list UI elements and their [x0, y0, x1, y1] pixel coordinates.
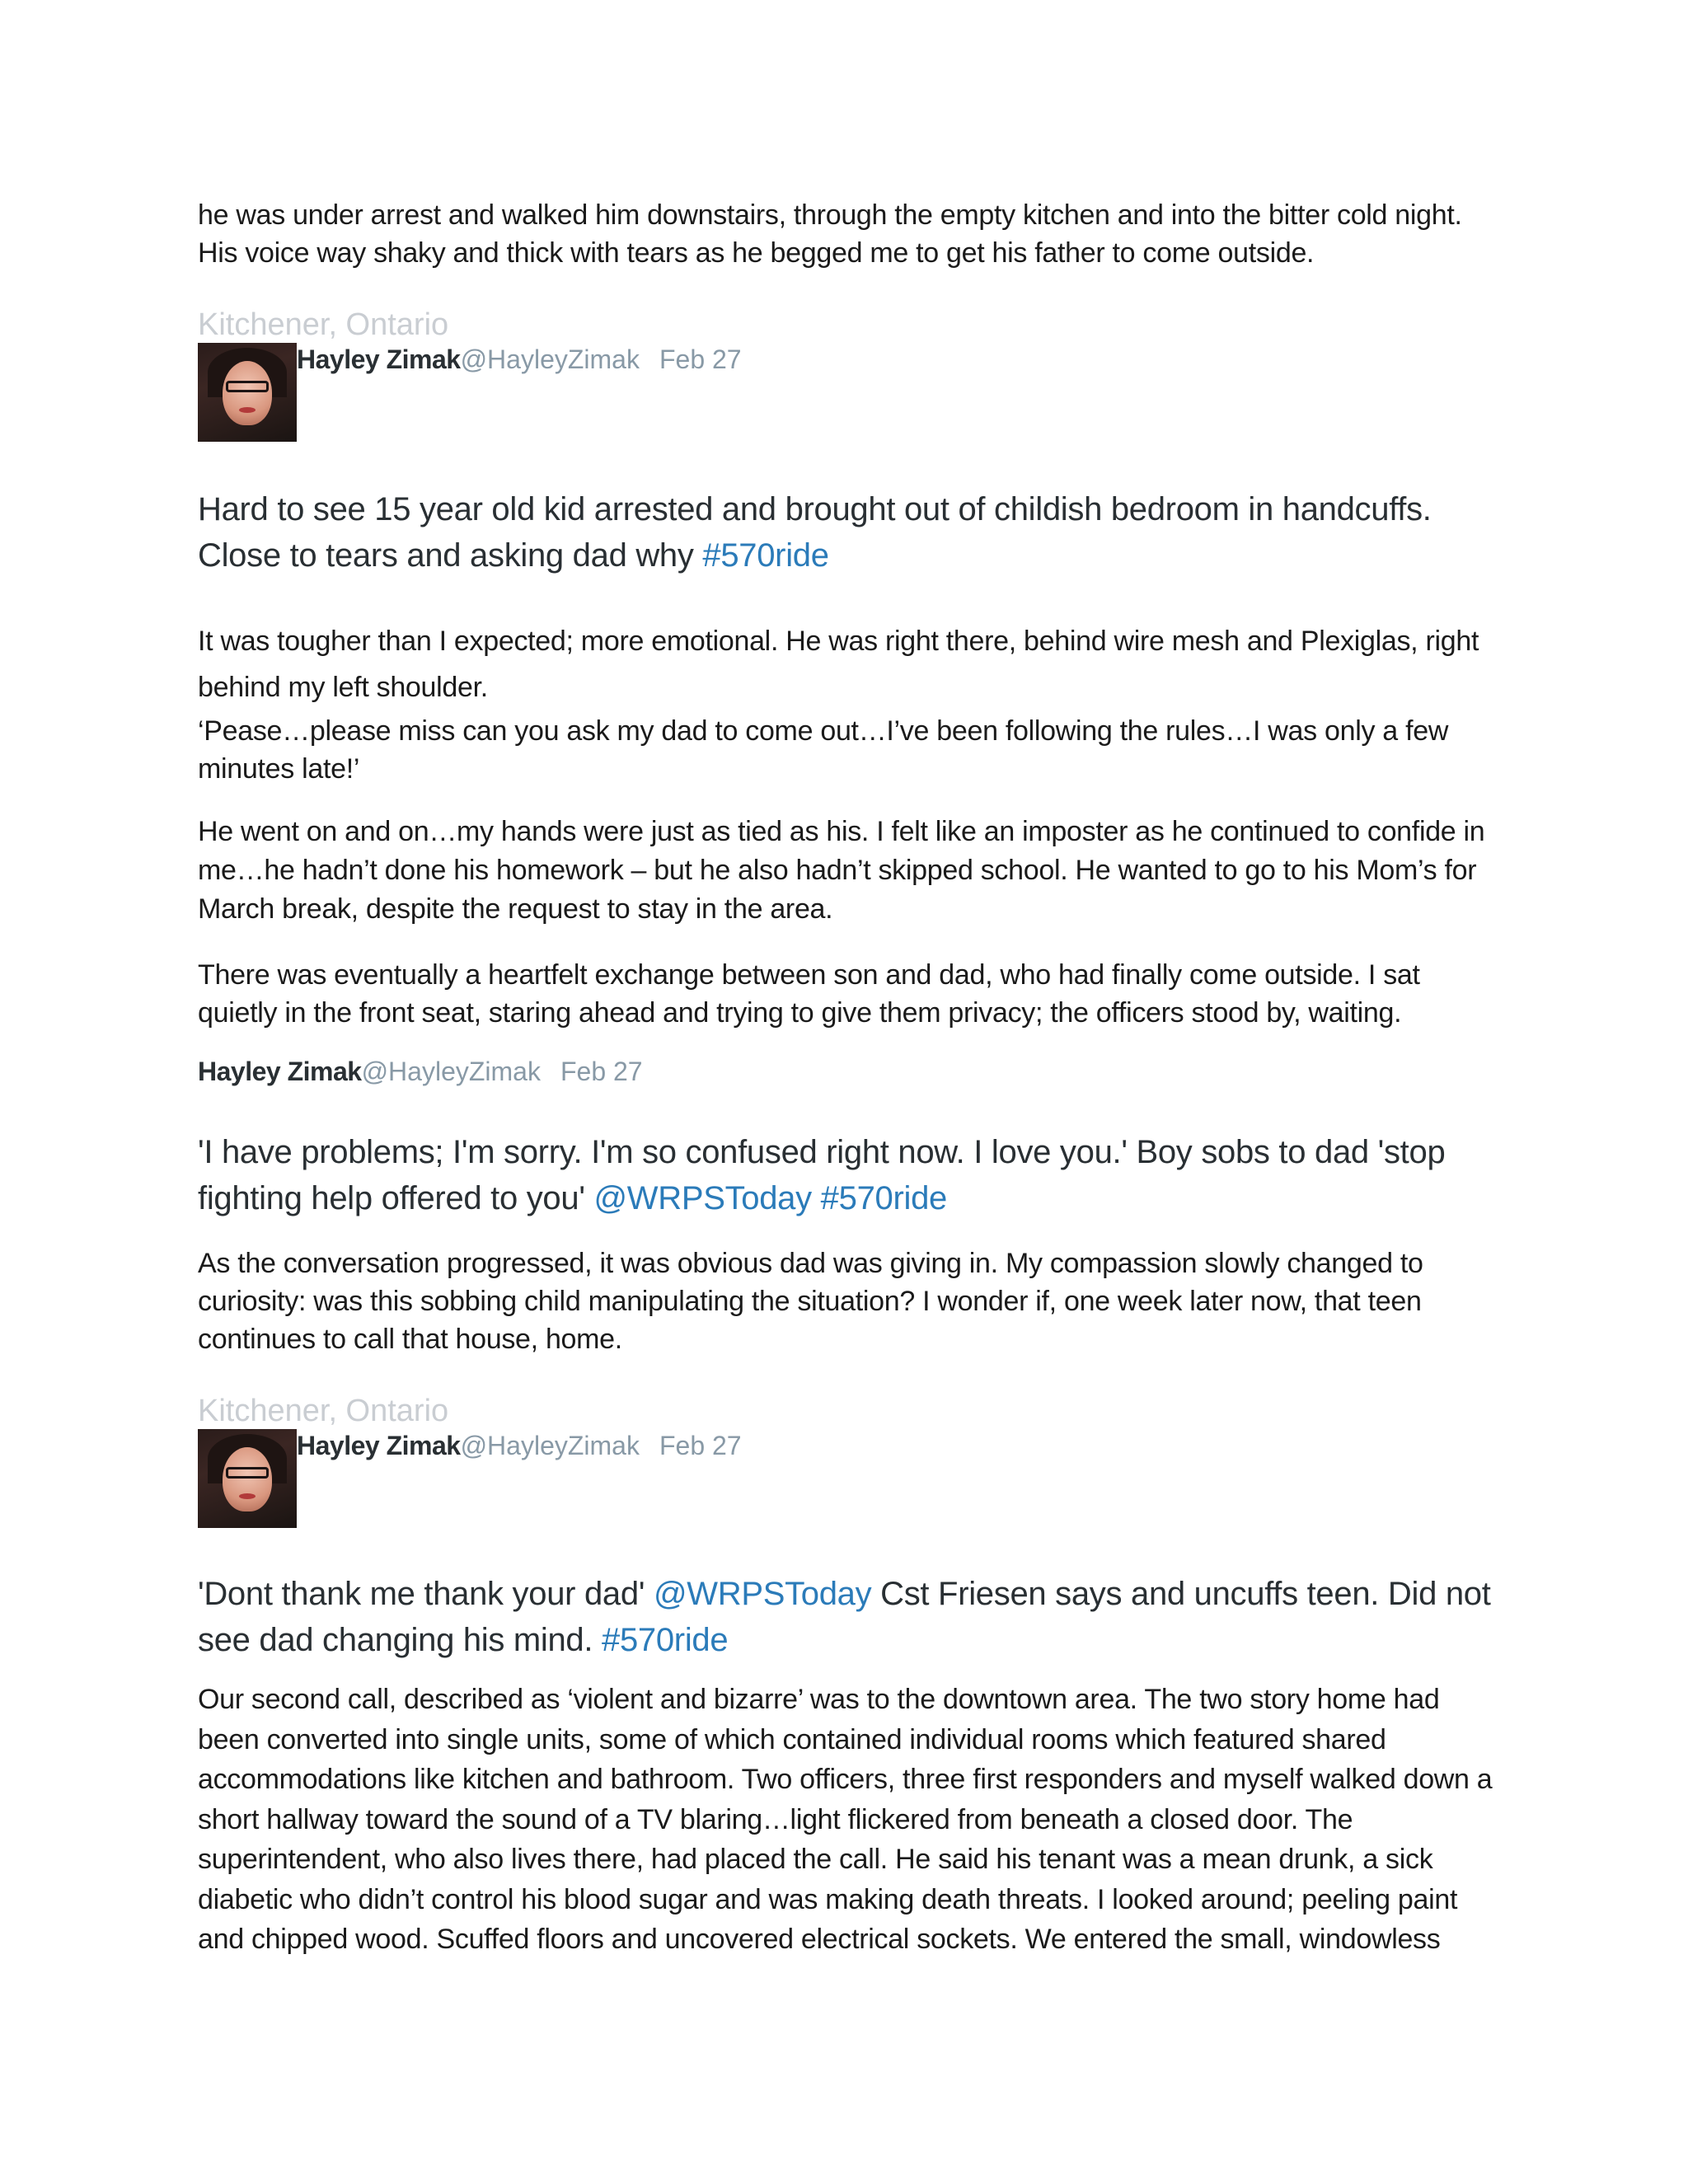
- tweet-text: 'I have problems; I'm sorry. I'm so confused right now. I love you.' Boy sobs to dad 'stop fighting help offered to you': [198, 1134, 1446, 1216]
- mention-link[interactable]: @WRPSToday: [653, 1576, 872, 1612]
- tweet-meta: [297, 1429, 742, 1462]
- tweet-date[interactable]: Feb 27: [659, 1431, 742, 1460]
- author-name[interactable]: Hayley Zimak: [297, 344, 461, 374]
- avatar[interactable]: [198, 1429, 297, 1528]
- author-handle[interactable]: @HayleyZimak: [460, 1431, 640, 1460]
- tweet-1-text: [198, 486, 1500, 579]
- paragraph-6: As the conversation progressed, it was obvious dad was giving in. My compassion slowly changed to curiosity: was this sobbing child manipulating the situation? I wonder if, one week later now, that teen continues to call that house, home.: [198, 1248, 1423, 1355]
- hashtag-link[interactable]: #570ride: [820, 1180, 947, 1216]
- tweet-2-meta: [198, 1055, 1500, 1088]
- tweet-text-a: 'Dont thank me thank your dad': [198, 1576, 654, 1612]
- tweet-header: [198, 1429, 1500, 1528]
- tweet-date[interactable]: Feb 27: [560, 1057, 643, 1086]
- paragraph-4: He went on and on…my hands were just as tied as his. I felt like an imposter as he continued to confide in me…he hadn’t done his homework – but he also hadn’t skipped school. He wanted to go to his Mom’s for March break, despite the request to stay in the area.: [198, 816, 1485, 925]
- tweet-text: Hard to see 15 year old kid arrested and brought out of childish bedroom in handcuffs. Close to tears and asking dad why: [198, 491, 1432, 574]
- tweet-meta: [297, 343, 742, 376]
- tweet-date[interactable]: Feb 27: [659, 344, 742, 374]
- author-handle[interactable]: @HayleyZimak: [361, 1057, 541, 1086]
- tweet-location: Kitchener, Ontario: [198, 1394, 449, 1428]
- paragraph-2: It was tougher than I expected; more emotional. He was right there, behind wire mesh and Plexiglas, right behind my left shoulder.: [198, 626, 1479, 703]
- author-handle[interactable]: @HayleyZimak: [460, 344, 640, 374]
- paragraph-1: he was under arrest and walked him downstairs, through the empty kitchen and into the bitter cold night. His voice way shaky and thick with tears as he begged me to get his father to come outside.: [198, 199, 1462, 269]
- hashtag-link[interactable]: #570ride: [702, 537, 829, 574]
- tweet-location: Kitchener, Ontario: [198, 307, 449, 342]
- tweet-text-b: Cst Friesen says and uncuffs teen. Did not see dad changing his mind.: [198, 1576, 1491, 1658]
- tweet-header: [198, 343, 1500, 442]
- paragraph-5: There was eventually a heartfelt exchange between son and dad, who had finally come outside. I sat quietly in the front seat, staring ahead and trying to give them privacy; the officers stood by, waiting.: [198, 959, 1420, 1029]
- tweet-3: [198, 1393, 1500, 1528]
- mention-link[interactable]: @WRPSToday: [593, 1180, 812, 1216]
- tweet-3-text: [198, 1571, 1500, 1663]
- tweet-1: [198, 307, 1500, 442]
- tweet-2-text: [198, 1129, 1500, 1221]
- hashtag-link[interactable]: #570ride: [602, 1622, 729, 1658]
- author-name[interactable]: Hayley Zimak: [297, 1431, 461, 1460]
- paragraph-3: ‘Pease…please miss can you ask my dad to come out…I’ve been following the rules…I was only a few minutes late!’: [198, 715, 1449, 785]
- avatar[interactable]: [198, 343, 297, 442]
- author-name[interactable]: Hayley Zimak: [198, 1057, 362, 1086]
- paragraph-7: Our second call, described as ‘violent and bizarre’ was to the downtown area. The two story home had been converted into single units, some of which contained individual rooms which featured shared accommodations like kitchen and bathroom. Two officers, three first responders and myself walked down a short hallway toward the sound of a TV blaring…light flickered from beneath a closed door. The superintendent, who also lives there, had placed the call. He said his tenant was a mean drunk, a sick diabetic who didn’t control his blood sugar and was making death threats. I looked around; peeling paint and chipped wood. Scuffed floors and uncovered electrical sockets. We entered the small, windowless: [198, 1684, 1493, 1955]
